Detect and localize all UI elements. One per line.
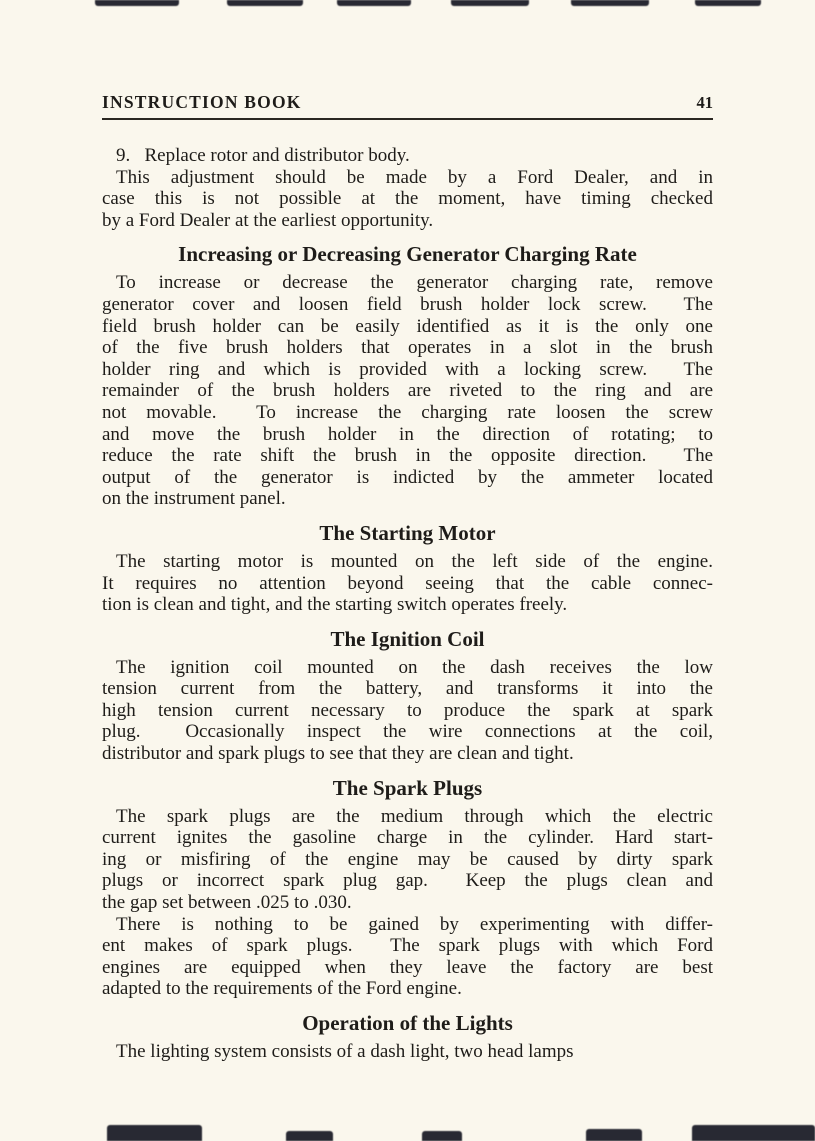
text-line: The ignition coil mounted on the dash receives the low xyxy=(116,656,713,678)
page-content xyxy=(102,145,713,1063)
text-line: This adjustment should be made by a Ford Dealer, and in xyxy=(116,166,713,188)
text-line: ing or misfiring of the engine may be caused by dirty spark xyxy=(102,848,713,870)
text-line: 9. Replace rotor and distributor body. xyxy=(116,145,410,166)
text-line: engines are equipped when they leave the factory are best xyxy=(102,956,713,978)
scan-edge-artifact xyxy=(337,0,411,6)
scan-edge-artifact xyxy=(286,1131,333,1141)
section-heading: Operation of the Lights xyxy=(302,1011,513,1035)
scan-edge-artifact xyxy=(571,0,649,6)
text-line: remainder of the brush holders are riveted to the ring and are xyxy=(102,380,713,402)
text-line: ent makes of spark plugs. The spark plugs with which Ford xyxy=(102,935,713,957)
text-line: tension current from the battery, and transforms it into the xyxy=(102,678,713,700)
paragraph xyxy=(102,914,713,1000)
text-line: on the instrument panel. xyxy=(102,488,286,510)
paragraph xyxy=(102,657,713,765)
text-line: not movable. To increase the charging rate loosen the screw xyxy=(102,401,713,423)
text-line: the gap set between .025 to .030. xyxy=(102,892,352,914)
text-line: plugs or incorrect spark plug gap. Keep the plugs clean and xyxy=(102,870,713,892)
scan-edge-artifact xyxy=(451,0,529,6)
text-line: high tension current necessary to produce the spark at spark xyxy=(102,699,713,721)
paragraph xyxy=(102,806,713,914)
text-line: It requires no attention beyond seeing that the cable connec- xyxy=(102,572,713,594)
scan-edge-artifact xyxy=(586,1129,642,1141)
text-line: plug. Occasionally inspect the wire connections at the coil, xyxy=(102,721,713,743)
text-line: current ignites the gasoline charge in the cylinder. Hard start- xyxy=(102,827,713,849)
running-header-title: INSTRUCTION BOOK xyxy=(102,92,302,112)
scan-edge-artifact xyxy=(695,0,761,6)
text-line: case this is not possible at the moment, have timing checked xyxy=(102,188,713,210)
text-line: of the five brush holders that operates in a slot in the brush xyxy=(102,337,713,359)
text-column xyxy=(102,92,713,1063)
section-heading: Increasing or Decreasing Generator Charging Rate xyxy=(178,242,637,267)
scan-edge-artifact xyxy=(227,0,303,6)
text-line: field brush holder can be easily identified as it is the only one xyxy=(102,315,713,337)
text-line: The lighting system consists of a dash light, two head lamps xyxy=(116,1041,574,1062)
text-line: output of the generator is indicted by the ammeter located xyxy=(102,466,713,488)
scan-edge-artifact xyxy=(107,1125,202,1141)
paragraph xyxy=(102,551,713,616)
text-line: There is nothing to be gained by experimenting with differ- xyxy=(116,913,713,935)
text-line: by a Ford Dealer at the earliest opportunity. xyxy=(102,209,434,231)
page-number: 41 xyxy=(696,93,713,112)
section-heading: The Starting Motor xyxy=(319,520,496,545)
text-line: To increase or decrease the generator charging rate, remove xyxy=(116,272,713,294)
text-line: generator cover and loosen field brush holder lock screw. The xyxy=(102,293,713,315)
text-line: The starting motor is mounted on the left side of the engine. xyxy=(116,550,713,572)
scan-edge-artifact xyxy=(692,1125,815,1141)
section-heading: The Ignition Coil xyxy=(330,626,485,651)
text-line: and move the brush holder in the direction of rotating; to xyxy=(102,423,713,445)
text-line: distributor and spark plugs to see that they are clean and tight. xyxy=(102,743,574,765)
paragraph xyxy=(102,272,713,510)
text-line: holder ring and which is provided with a locking screw. The xyxy=(102,358,713,380)
text-line: The spark plugs are the medium through which the electric xyxy=(116,805,713,827)
scan-edge-artifact xyxy=(95,0,179,6)
paragraph xyxy=(102,145,713,167)
text-line: reduce the rate shift the brush in the opposite direction. The xyxy=(102,445,713,467)
section-heading: The Spark Plugs xyxy=(332,775,483,800)
paragraph xyxy=(102,167,713,232)
running-header xyxy=(102,92,713,120)
text-line: tion is clean and tight, and the starting switch operates freely. xyxy=(102,594,568,616)
text-line: adapted to the requirements of the Ford engine. xyxy=(102,978,462,1000)
scan-edge-artifact xyxy=(422,1131,462,1141)
paragraph xyxy=(102,1041,713,1063)
